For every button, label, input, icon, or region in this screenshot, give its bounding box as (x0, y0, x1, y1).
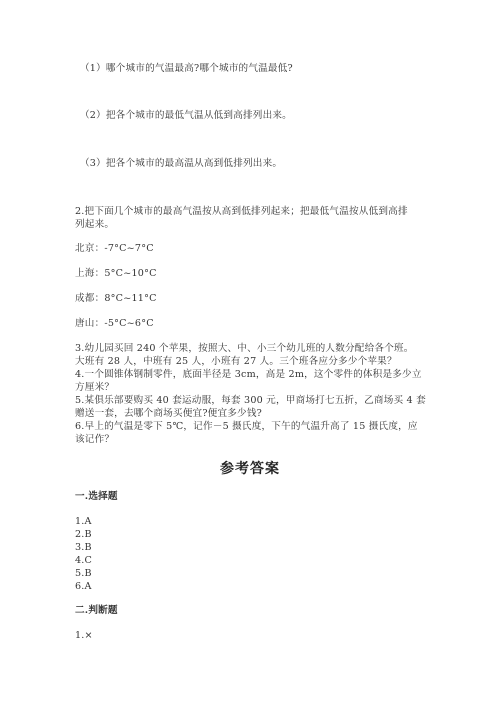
choice-answer: 5.B (75, 568, 92, 579)
question-6-line-2: 该记作？ (75, 434, 115, 445)
question-4-line-1: 4.一个圆锥体钢制零件，底面半径是 3cm，高是 2m，这个零件的体积是多少立 (75, 369, 422, 380)
question-1-sub-3: （3）把各个城市的最高温从高到低排列出来。 (80, 158, 283, 169)
city-temperature-chengdu: 成都：8°C~11°C (75, 293, 157, 304)
question-3-line-2: 大班有 28 人，中班有 25 人，小班有 27 人。三个班各应分多少个苹果？ (75, 356, 397, 367)
question-3-line-1: 3.幼儿园买回 240 个苹果，按照大、中、小三个幼儿班的人数分配给各个班。 (75, 343, 414, 354)
city-temperature-tangshan: 唐山：-5°C~6°C (75, 318, 154, 329)
judge-answer: 1.× (75, 630, 93, 641)
question-1-sub-1: （1）哪个城市的气温最高?哪个城市的气温最低? (80, 63, 293, 74)
question-6-line-1: 6.早上的气温是零下 5℃，记作－5 摄氏度，下午的气温升高了 15 摄氏度，应 (75, 421, 418, 432)
choice-answer: 6.A (75, 581, 92, 592)
choice-answer: 3.B (75, 542, 92, 553)
question-4-line-2: 方厘米？ (75, 382, 115, 393)
section-choice-heading: 一.选择题 (75, 491, 118, 502)
answers-title: 参考答案 (220, 461, 280, 477)
choice-answer: 4.C (75, 555, 93, 566)
city-temperature-beijing: 北京：-7°C~7°C (75, 243, 154, 254)
question-2-line-2: 列起来。 (75, 219, 115, 230)
question-5-line-1: 5.某俱乐部要购买 40 套运动服，每套 300 元，甲商场打七五折，乙商场买 4 套 (75, 395, 426, 406)
question-5-line-2: 赠送一套，去哪个商场买便宜?便宜多少钱? (75, 408, 262, 419)
question-2-line-1: 2.把下面几个城市的最高气温按从高到低排列起来；把最低气温按从低到高排 (75, 206, 408, 217)
question-1-sub-2: （2）把各个城市的最低气温从低到高排列出来。 (80, 110, 292, 121)
choice-answer: 1.A (75, 516, 92, 527)
section-judge-heading: 二.判断题 (75, 605, 118, 616)
city-temperature-shanghai: 上海：5°C~10°C (75, 268, 157, 279)
choice-answer: 2.B (75, 529, 92, 540)
